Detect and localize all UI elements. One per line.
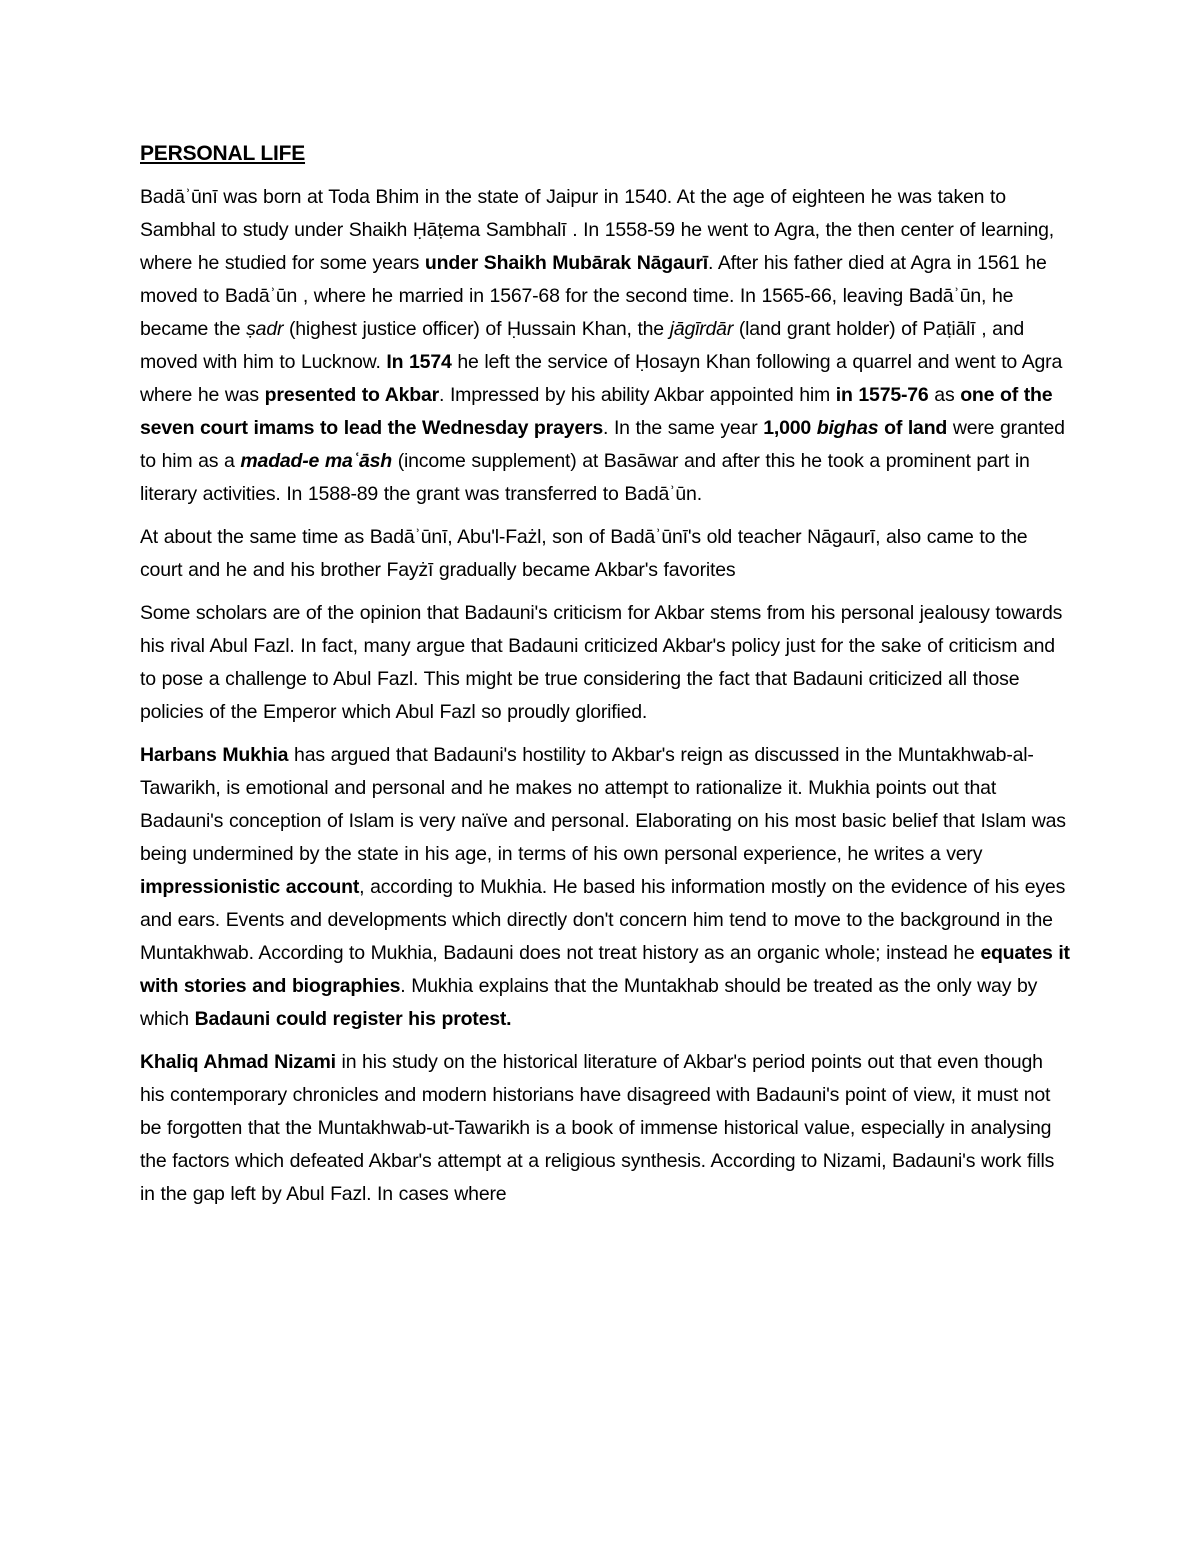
text-run: . Impressed by his ability Akbar appointed him (439, 384, 836, 407)
section-heading: PERSONAL LIFE (140, 142, 306, 165)
text-run: , according to Mukhia. He based his information mostly on the evidence of his eyes and ears. Events and developments which directly don't concern him tend to move to the background in the Muntakhwab. According to Mukhia, Badauni does not treat history as an organic whole; instead he (140, 876, 1066, 965)
text-run-bold: impressionistic account (140, 876, 360, 899)
text-run: (income supplement) at Basāwar and after this he took a prominent part in literary activities. In 1588-89 the grant was transferred to Badāʾūn. (140, 450, 1030, 506)
text-run-bold: Khaliq Ahmad Nizami (140, 1051, 336, 1074)
paragraph-harbans-mukhia (140, 739, 1070, 1036)
text-run-bold: 1,000 (763, 417, 817, 440)
text-run-bold: one of the seven court imams to lead the Wednesday prayers (140, 384, 1053, 440)
text-run-bold: In 1574 (386, 351, 452, 374)
text-run: has argued that Badauni's hostility to Akbar's reign as discussed in the Muntakhwab-al-Tawarikh, is emotional and personal and he makes no attempt to rationalize it. Mukhia points out that Badauni's conception of Islam is very naïve and personal. Elaborating on his most basic belief that Islam was being undermined by the state in his age, in terms of his own personal experience, he writes a very (140, 744, 1066, 866)
text-run: (land grant holder) of Paṭiālī , and moved with him to Lucknow. (140, 318, 1025, 374)
paragraph-birth-and-career (140, 181, 1070, 511)
text-run-italic: jāgīrdār (669, 318, 734, 341)
text-run: . In the same year (603, 417, 764, 440)
text-run-bold-italic: bighas (816, 417, 879, 440)
text-run-bold: Badauni could register his protest. (194, 1008, 512, 1031)
text-run-bold: Harbans Mukhia (140, 744, 289, 767)
text-run: in his study on the historical literature of Akbar's period points out that even though his contemporary chronicles and modern historians have disagreed with Badauni's point of view, it must not be forgotten that the Muntakhwab-ut-Tawarikh is a book of immense historical value, especially in analysing the factors which defeated Akbar's attempt at a religious synthesis. According to Nizami, Badauni's work fills in the gap left by Abul Fazl. In cases where (140, 1051, 1055, 1206)
document-body (140, 140, 1070, 1221)
text-run: . After his father died at Agra in 1561 he moved to Badāʾūn , where he married in 1567-68 for the second time. In 1565-66, leaving Badāʾūn, he became the (140, 252, 1047, 341)
text-run: as (928, 384, 961, 407)
text-run: . Mukhia explains that the Muntakhab should be treated as the only way by which (140, 975, 1038, 1031)
text-run: he left the service of Ḥosayn Khan following a quarrel and went to Agra where he was (140, 351, 1063, 407)
text-run: Badāʾūnī was born at Toda Bhim in the state of Jaipur in 1540. At the age of eighteen he was taken to Sambhal to study under Shaikh Ḥāṭema Sambhalī . In 1558-59 he went to Agra, the then center of learning, where he studied for some years (140, 186, 1054, 275)
text-run-bold: of land (878, 417, 948, 440)
text-run-bold: under Shaikh Mubārak Nāgaurī (424, 252, 708, 275)
text-run-italic: ṣadr (246, 318, 284, 341)
paragraph-abul-fazl: At about the same time as Badāʾūnī, Abu'l-Fażl, son of Badāʾūnī's old teacher Nāgaurī, also came to the court and he and his brother Fayżī gradually became Akbar's favorites (140, 526, 1028, 582)
text-run-bold: equates it with stories and biographies (140, 942, 1070, 998)
text-run: (highest justice officer) of Ḥussain Khan, the (283, 318, 670, 341)
text-run: were granted to him as a (140, 417, 1065, 473)
paragraph-khaliq-nizami (140, 1046, 1070, 1211)
text-run-bold: presented to Akbar (264, 384, 440, 407)
text-run-bold: in 1575-76 (835, 384, 929, 407)
text-run-bold-italic: madad-e maʿāsh (240, 450, 392, 473)
paragraph-scholars-opinion: Some scholars are of the opinion that Badauni's criticism for Akbar stems from his personal jealousy towards his rival Abul Fazl. In fact, many argue that Badauni criticized Akbar's policy just for the sake of criticism and to pose a challenge to Abul Fazl. This might be true considering the fact that Badauni criticized all those policies of the Emperor which Abul Fazl so proudly glorified. (140, 602, 1063, 724)
